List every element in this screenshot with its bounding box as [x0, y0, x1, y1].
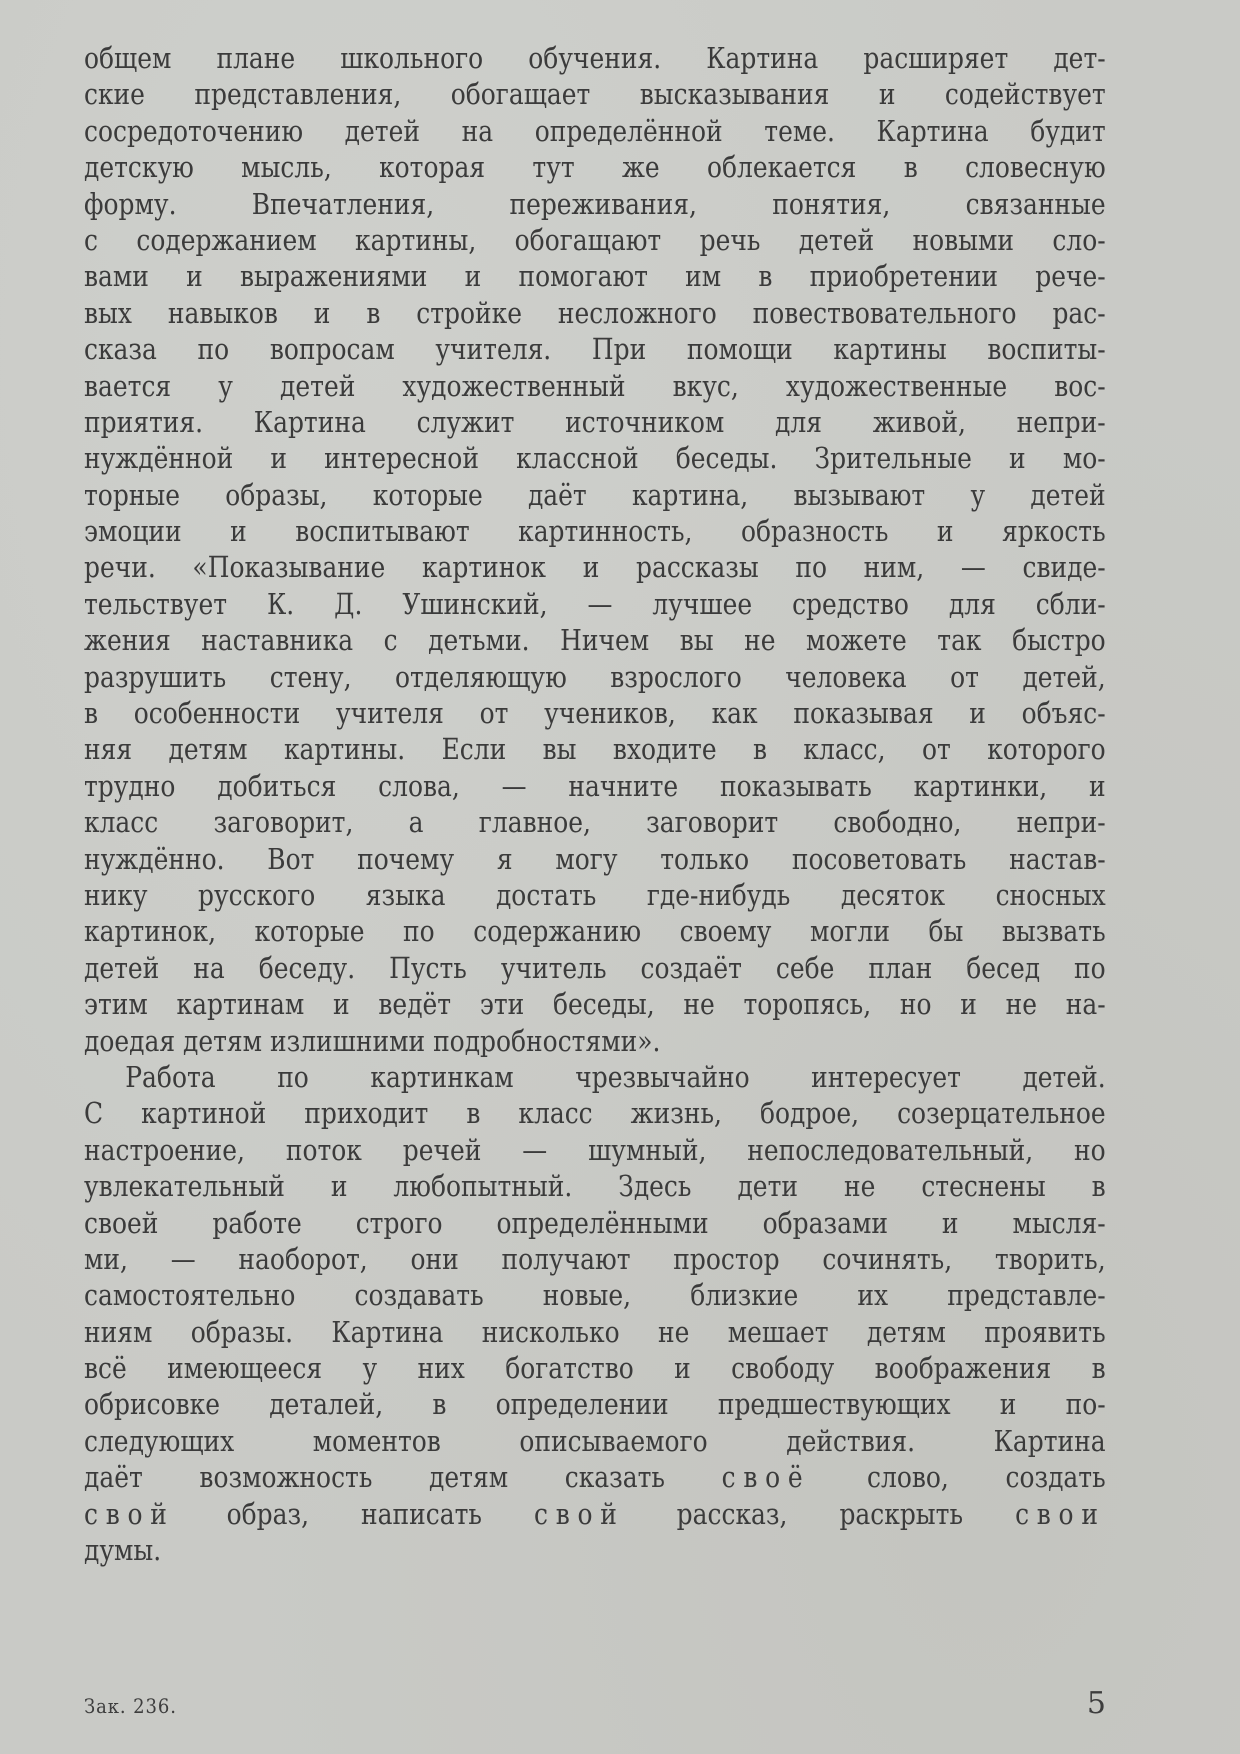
text-line: вается у детей художественный вкус, художественные вос- [84, 368, 1106, 403]
text-line: с содержанием картины, обогащают речь детей новыми сло- [84, 222, 1106, 257]
text-line: обрисовке деталей, в определении предшествующих и по- [84, 1387, 1106, 1422]
spaced-emphasis: своё [721, 1460, 811, 1495]
text-line: речи. «Показывание картинок и рассказы по ним, — свиде- [84, 550, 1106, 585]
text-line: Работа по картинкам чрезвычайно интересует детей. [125, 1059, 1106, 1094]
text-run: образ, написать [174, 1496, 535, 1531]
text-line: приятия. Картина служит источником для живой, непри- [84, 404, 1106, 439]
text-line: С картиной приходит в класс жизнь, бодрое, созерцательное [84, 1096, 1106, 1131]
text-line: тельствует К. Д. Ушинский, — лучшее средство для сбли- [84, 586, 1106, 621]
text-line: няя детям картины. Если вы входите в класс, от которого [84, 732, 1106, 767]
text-line: сосредоточению детей на определённой теме. Картина будит [84, 113, 1106, 148]
text-line: самостоятельно создавать новые, близкие их представле- [84, 1278, 1106, 1313]
spaced-emphasis: свой [84, 1496, 175, 1531]
text-line: нику русского языка достать где-нибудь десяток сносных [84, 877, 1106, 912]
text-run: слово, создать [810, 1460, 1106, 1495]
text-line: настроение, поток речей — шумный, непоследовательный, но [84, 1132, 1106, 1167]
text-line: увлекательный и любопытный. Здесь дети не стеснены в [84, 1169, 1106, 1204]
text-line: детей на беседу. Пусть учитель создаёт себе план бесед по [84, 950, 1106, 985]
spaced-emphasis: свои [1015, 1496, 1106, 1531]
page-text-body [84, 40, 1106, 1568]
text-line: торные образы, которые даёт картина, вызывают у детей [84, 477, 1106, 512]
text-line: трудно добиться слова, — начните показывать картинки, и [84, 768, 1106, 803]
text-line: класс заговорит, а главное, заговорит свободно, непри- [84, 805, 1106, 840]
text-line: ниям образы. Картина нисколько не мешает детям проявить [84, 1314, 1106, 1349]
text-line-emphasis [84, 1459, 1106, 1495]
text-run: даёт возможность детям сказать [84, 1460, 722, 1495]
text-line: ские представления, обогащает высказывания и содействует [84, 77, 1106, 112]
text-line: общем плане школьного обучения. Картина расширяет дет- [84, 41, 1106, 75]
page-footer [84, 1686, 1106, 1726]
text-line: разрушить стену, отделяющую взрослого человека от детей, [84, 659, 1106, 694]
text-line: этим картинам и ведёт эти беседы, не торопясь, но и не на- [84, 987, 1106, 1022]
text-line: доедая детям излишними подробностями». [84, 1023, 661, 1058]
text-line: следующих моментов описываемого действия. Картина [84, 1423, 1106, 1458]
paragraph-2 [84, 1059, 1106, 1568]
text-line: своей работе строго определёнными образами и мысля- [84, 1205, 1106, 1240]
text-line: нуждённо. Вот почему я могу только посоветовать настав- [84, 841, 1106, 876]
text-line: всё имеющееся у них богатство и свободу воображения в [84, 1351, 1106, 1386]
order-mark: Зак. 236. [84, 1694, 177, 1718]
text-line: картинок, которые по содержанию своему могли бы вызвать [84, 914, 1106, 949]
text-line: детскую мысль, которая тут же облекается в словесную [84, 150, 1106, 185]
text-line: форму. Впечатления, переживания, понятия, связанные [84, 186, 1106, 221]
page-number: 5 [1086, 1686, 1106, 1721]
text-line: сказа по вопросам учителя. При помощи картины воспиты- [84, 332, 1106, 367]
text-line: нуждённой и интересной классной беседы. Зрительные и мо- [84, 441, 1106, 476]
text-line: в особенности учителя от учеников, как показывая и объяс- [84, 696, 1106, 731]
paragraph-1 [84, 40, 1106, 1059]
text-line: думы. [84, 1533, 162, 1568]
text-line: эмоции и воспитывают картинность, образность и яркость [84, 514, 1106, 549]
text-line: вами и выражениями и помогают им в приобретении рече- [84, 259, 1106, 294]
text-line: ми, — наоборот, они получают простор сочинять, творить, [84, 1241, 1106, 1276]
text-line: вых навыков и в стройке несложного повествовательного рас- [84, 295, 1106, 330]
text-line-emphasis [84, 1496, 1106, 1532]
text-run: рассказ, раскрыть [624, 1496, 1016, 1531]
text-line: жения наставника с детьми. Ничем вы не можете так быстро [84, 623, 1106, 658]
spaced-emphasis: свой [534, 1496, 625, 1531]
